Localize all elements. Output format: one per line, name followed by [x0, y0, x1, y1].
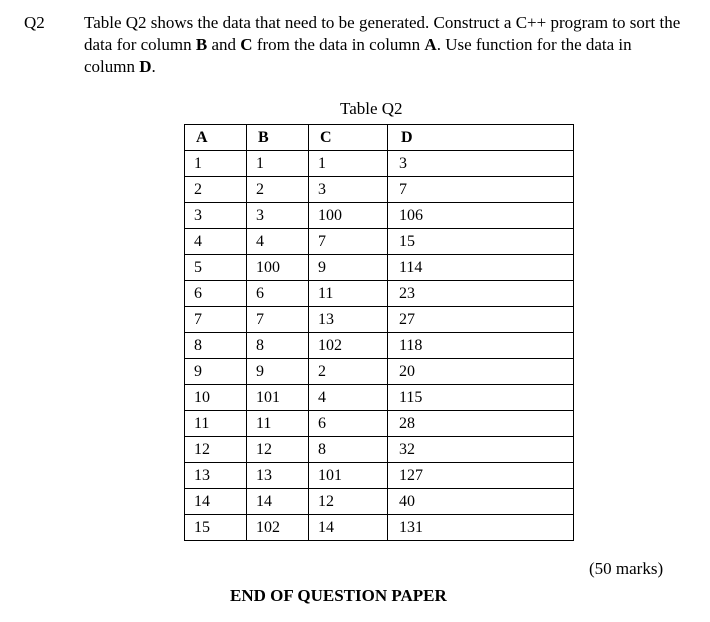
- table-cell-b: 1: [247, 151, 309, 177]
- table-cell-d: 7: [388, 177, 574, 203]
- table-cell-a: 7: [185, 307, 247, 333]
- table-cell-c: 1: [309, 151, 388, 177]
- question-text: [84, 12, 684, 78]
- table-cell-b: 13: [247, 463, 309, 489]
- table-cell-c: 13: [309, 307, 388, 333]
- table-cell-d: 20: [388, 359, 574, 385]
- question-text-part: .: [151, 57, 156, 76]
- question-text-bold: D: [139, 57, 152, 76]
- table-cell-d: 131: [388, 515, 574, 541]
- table-row: [185, 437, 574, 463]
- table-row: [185, 203, 574, 229]
- table-cell-d: 15: [388, 229, 574, 255]
- table-row: [185, 515, 574, 541]
- table-cell-c: 12: [309, 489, 388, 515]
- table-cell-c: 100: [309, 203, 388, 229]
- question-number: Q2: [24, 13, 45, 32]
- table-cell-d: 40: [388, 489, 574, 515]
- table-cell-d: 114: [388, 255, 574, 281]
- table-cell-c: 102: [309, 333, 388, 359]
- table-cell-d: 27: [388, 307, 574, 333]
- table-cell-b: 3: [247, 203, 309, 229]
- table-row: [185, 411, 574, 437]
- table-cell-b: 14: [247, 489, 309, 515]
- question-text-part: from the data in column: [252, 35, 425, 54]
- table-row: [185, 281, 574, 307]
- table-cell-d: 23: [388, 281, 574, 307]
- header-cell-d: D: [388, 125, 574, 151]
- table-cell-d: 3: [388, 151, 574, 177]
- question-text-part: and: [207, 35, 241, 54]
- header-cell-c: C: [309, 125, 388, 151]
- table-row: [185, 333, 574, 359]
- table-cell-a: 15: [185, 515, 247, 541]
- table-cell-d: 28: [388, 411, 574, 437]
- table-cell-b: 101: [247, 385, 309, 411]
- table-cell-a: 5: [185, 255, 247, 281]
- question-text-bold: C: [240, 35, 253, 54]
- marks-label: (50 marks): [589, 559, 664, 578]
- table-cell-c: 4: [309, 385, 388, 411]
- table-cell-a: 4: [185, 229, 247, 255]
- table-cell-a: 3: [185, 203, 247, 229]
- table-row: [185, 489, 574, 515]
- data-table: [184, 124, 574, 541]
- table-cell-c: 101: [309, 463, 388, 489]
- table-body: [185, 151, 574, 541]
- table-cell-b: 11: [247, 411, 309, 437]
- table-cell-a: 2: [185, 177, 247, 203]
- table-cell-b: 9: [247, 359, 309, 385]
- table-cell-b: 102: [247, 515, 309, 541]
- table-cell-b: 7: [247, 307, 309, 333]
- table-cell-c: 14: [309, 515, 388, 541]
- table-cell-a: 13: [185, 463, 247, 489]
- table-row: [185, 255, 574, 281]
- table-cell-a: 8: [185, 333, 247, 359]
- table-cell-b: 100: [247, 255, 309, 281]
- question-text-part: . Use function for the data in column: [84, 35, 632, 76]
- table-cell-b: 8: [247, 333, 309, 359]
- table-cell-a: 1: [185, 151, 247, 177]
- table-cell-a: 12: [185, 437, 247, 463]
- question-text-bold: B: [195, 35, 208, 54]
- table-cell-a: 10: [185, 385, 247, 411]
- table-cell-d: 32: [388, 437, 574, 463]
- table-row: [185, 359, 574, 385]
- table-row: [185, 151, 574, 177]
- table-cell-c: 8: [309, 437, 388, 463]
- question-text-part: Table Q2 shows the data that need to be generated. Construct a C++ program to sort the data for column: [84, 13, 681, 54]
- table-row: [185, 463, 574, 489]
- table-cell-b: 4: [247, 229, 309, 255]
- table-header-row: [185, 125, 574, 151]
- table-cell-c: 3: [309, 177, 388, 203]
- table-cell-b: 12: [247, 437, 309, 463]
- table-cell-d: 106: [388, 203, 574, 229]
- table-cell-d: 118: [388, 333, 574, 359]
- table-cell-a: 9: [185, 359, 247, 385]
- header-cell-b: B: [247, 125, 309, 151]
- table-cell-c: 2: [309, 359, 388, 385]
- table-cell-c: 6: [309, 411, 388, 437]
- end-of-paper: END OF QUESTION PAPER: [230, 586, 447, 605]
- table-row: [185, 177, 574, 203]
- table-cell-d: 127: [388, 463, 574, 489]
- table-row: [185, 307, 574, 333]
- table-cell-c: 7: [309, 229, 388, 255]
- table-cell-a: 11: [185, 411, 247, 437]
- table-cell-a: 6: [185, 281, 247, 307]
- table-cell-c: 11: [309, 281, 388, 307]
- table-caption: Table Q2: [340, 99, 403, 118]
- table-cell-c: 9: [309, 255, 388, 281]
- table-cell-d: 115: [388, 385, 574, 411]
- question-text-bold: A: [424, 35, 437, 54]
- table-row: [185, 385, 574, 411]
- table-cell-a: 14: [185, 489, 247, 515]
- table-row: [185, 229, 574, 255]
- table-cell-b: 2: [247, 177, 309, 203]
- header-cell-a: A: [185, 125, 247, 151]
- table-cell-b: 6: [247, 281, 309, 307]
